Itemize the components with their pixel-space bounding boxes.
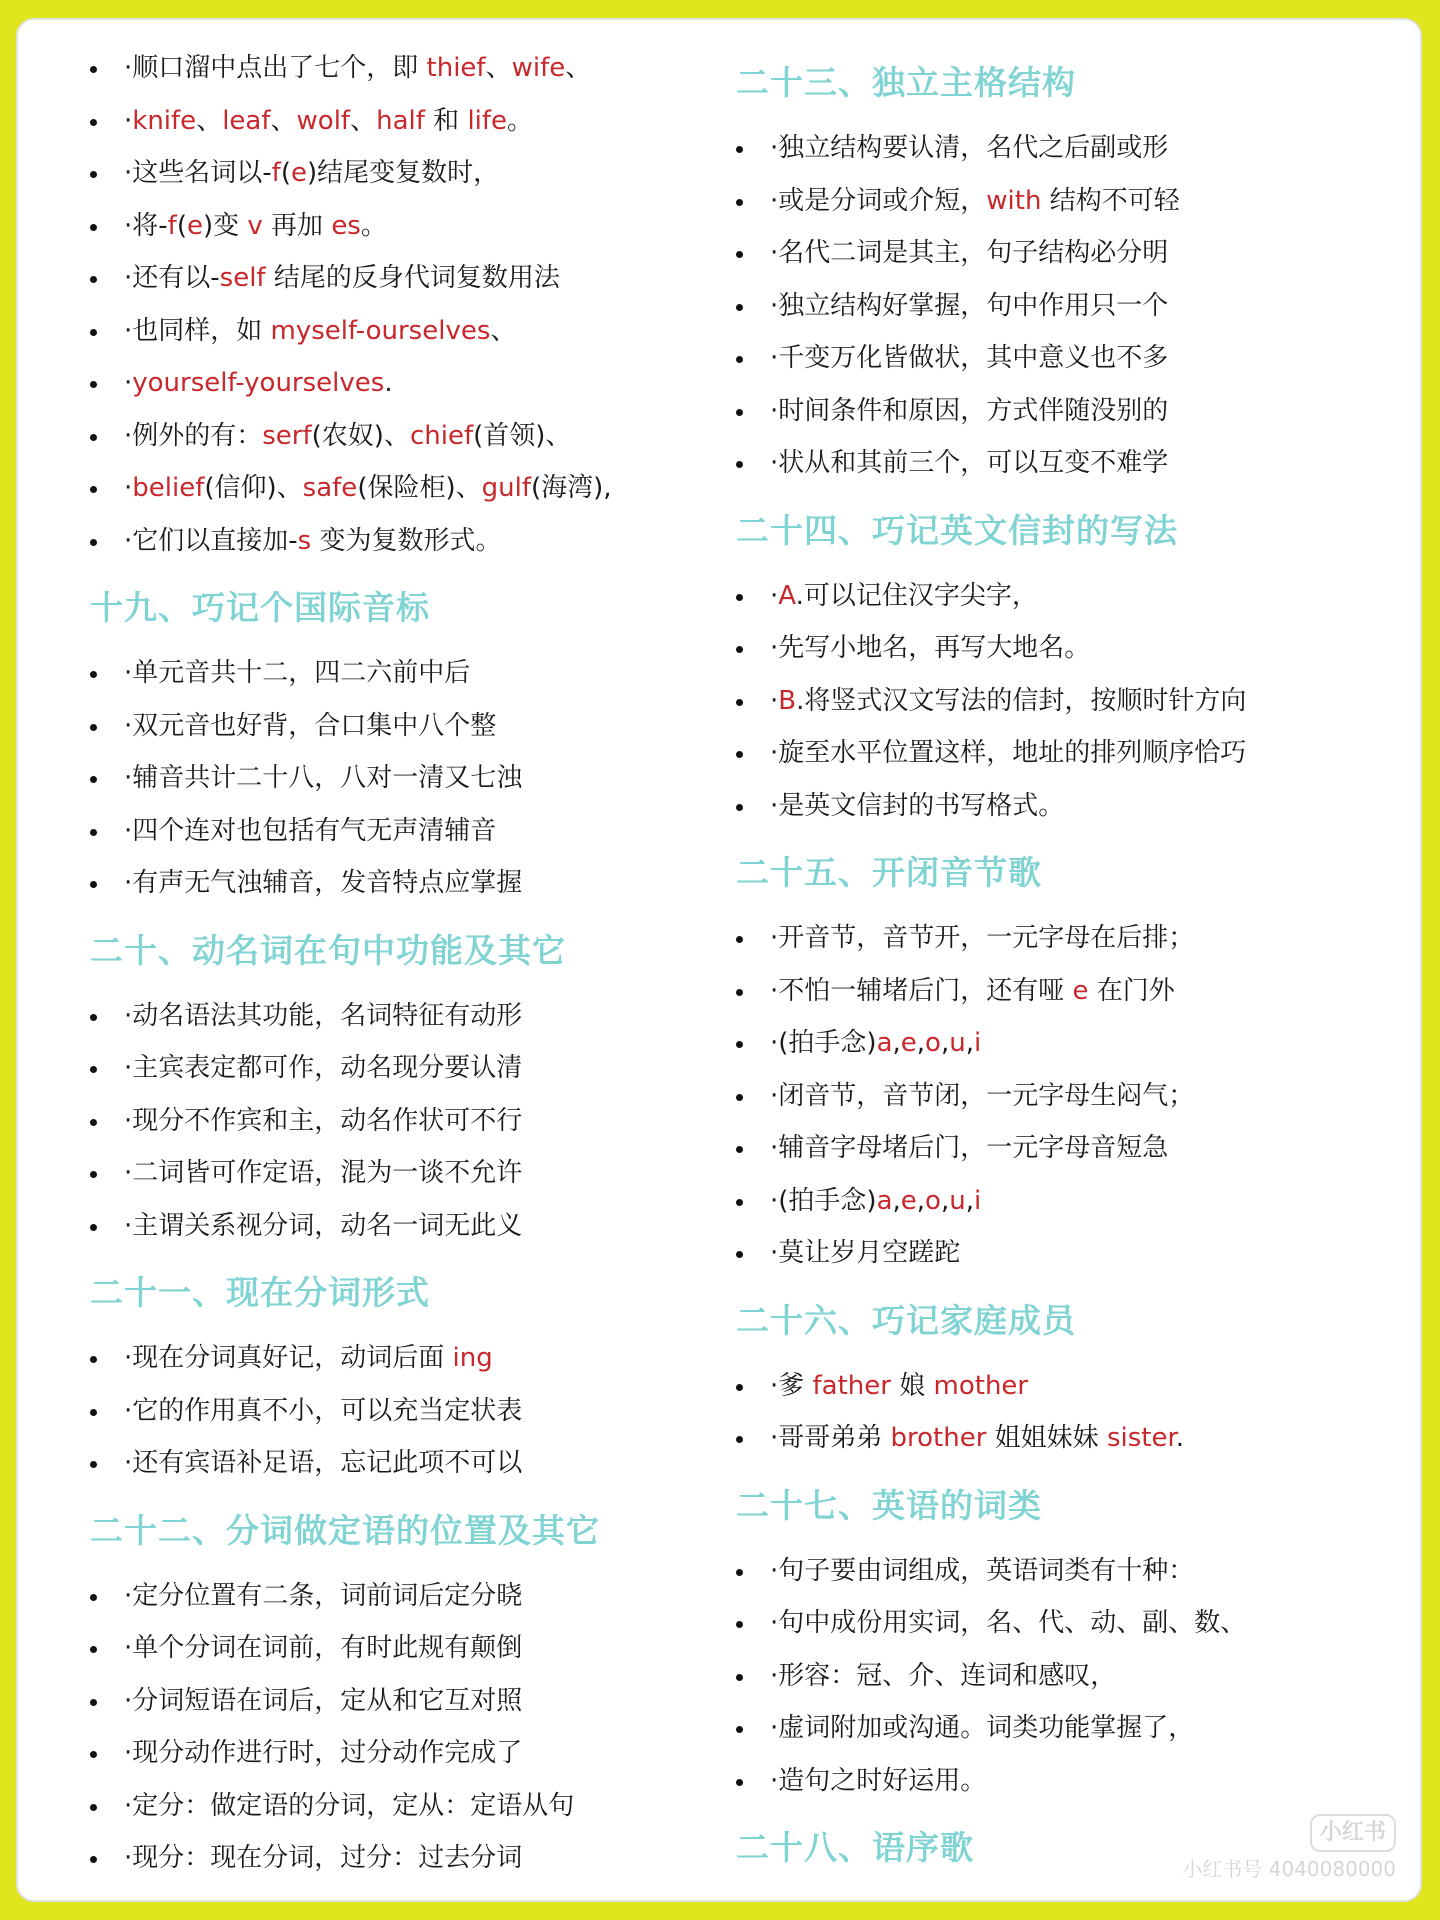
- bullet-line: [90, 200, 690, 253]
- line-text: ·闭音节，音节闭，一元字母生闷气；: [770, 1080, 1195, 1111]
- bullet-line: [90, 357, 690, 410]
- bullet-line: [736, 175, 1376, 228]
- bullet-line: [90, 700, 690, 753]
- highlight-text: belief: [132, 473, 205, 503]
- bullet-line: [736, 1755, 1376, 1808]
- highlight-text: safe: [302, 473, 358, 503]
- bullet-line: [736, 1122, 1376, 1175]
- line-text: 在门外: [1088, 975, 1175, 1006]
- bullet-line: [90, 1200, 690, 1253]
- bullet-line: [736, 912, 1376, 965]
- bullet-line: [736, 1227, 1376, 1280]
- highlight-text: father: [812, 1370, 891, 1401]
- line-text: 和: [424, 105, 468, 136]
- highlight-text: i: [973, 1028, 982, 1058]
- line-text: ·爹: [770, 1370, 813, 1401]
- bullet-line: [736, 1070, 1376, 1123]
- bullet-line: [90, 1042, 690, 1095]
- bullet-line: [90, 1727, 690, 1780]
- highlight-text: es: [331, 210, 361, 241]
- highlight-text: e: [900, 1028, 917, 1058]
- watermark-id: 小红书号 4040080000: [1182, 1857, 1396, 1881]
- section-heading: 二十二、分词做定语的位置及其它: [90, 1510, 600, 1550]
- highlight-text: chief: [409, 420, 474, 451]
- line-text: ,: [916, 1028, 926, 1058]
- section-heading: 二十六、巧记家庭成员: [736, 1300, 1076, 1340]
- line-text: ·分词短语在词后，定从和它互对照: [124, 1685, 523, 1716]
- highlight-text: knife: [132, 105, 197, 136]
- line-text: ·现分动作进行时，过分动作完成了: [124, 1738, 523, 1768]
- line-text: ·千变万化皆做状，其中意义也不多: [770, 343, 1169, 373]
- highlight-text: v: [247, 210, 263, 241]
- line-text: ·时间条件和原因，方式伴随没别的: [770, 395, 1169, 426]
- bullet-line: [90, 1332, 690, 1385]
- line-text: (农奴)、: [311, 420, 410, 451]
- line-text: ·旋至水平位置这样，地址的排列顺序恰巧: [770, 738, 1247, 768]
- highlight-text: ing: [452, 1343, 493, 1373]
- line-text: ·双元音也好背，合口集中八个整: [124, 710, 497, 741]
- line-text: ·不怕一辅堵后门，还有哑: [770, 975, 1073, 1006]
- line-text: ·有声无气浊辅音，发音特点应掌握: [124, 868, 523, 898]
- highlight-text: brother: [890, 1423, 987, 1453]
- line-text: ·动名语法其功能，名词特征有动形: [124, 1000, 523, 1031]
- line-text: ,: [940, 1028, 950, 1058]
- highlight-text: myself-ourselves: [270, 315, 491, 346]
- section-heading: 二十五、开闭音节歌: [736, 853, 1042, 892]
- line-text: 。: [507, 105, 534, 136]
- line-text: .: [384, 368, 393, 398]
- bullet-line: [90, 252, 690, 305]
- highlight-text: leaf: [222, 105, 271, 136]
- right-column: [736, 42, 1376, 1887]
- line-text: ,: [940, 1185, 950, 1216]
- line-text: ·顺口溜中点出了七个，即: [124, 53, 427, 83]
- line-text: )结尾变复数时，: [306, 158, 500, 188]
- line-text: ·独立结构要认清，名代之后副或形: [770, 133, 1169, 163]
- line-text: ·这些名词以-: [124, 158, 272, 188]
- bullet-line: [90, 410, 690, 463]
- bullet-line: [736, 1017, 1376, 1070]
- bullet-line: [736, 332, 1376, 385]
- line-text: ·定分：做定语的分词，定从：定语从句: [124, 1790, 575, 1821]
- section-heading: 二十、动名词在句中功能及其它: [90, 930, 566, 970]
- line-text: ·(拍手念): [770, 1185, 877, 1216]
- line-text: (首领)、: [473, 420, 572, 451]
- highlight-text: e: [900, 1185, 917, 1216]
- highlight-text: a: [876, 1028, 893, 1058]
- bullet-line: [90, 990, 690, 1043]
- bullet-line: [736, 437, 1376, 490]
- line-text: ·形容：冠、介、连词和感叹，: [770, 1660, 1117, 1691]
- highlight-text: life: [467, 105, 508, 136]
- line-text: 、: [196, 105, 223, 136]
- line-text: ·或是分词或介短，: [770, 185, 987, 216]
- bullet-line: [90, 1147, 690, 1200]
- highlight-text: e: [186, 210, 203, 241]
- highlight-text: self: [219, 263, 266, 293]
- content-card: [16, 18, 1422, 1902]
- line-text: ·(拍手念): [770, 1028, 877, 1058]
- line-text: ·二词皆可作定语，混为一谈不允许: [124, 1158, 523, 1188]
- line-text: ·句中成份用实词，名、代、动、副、数、: [770, 1608, 1247, 1638]
- line-text: ·句子要由词组成，英语词类有十种：: [770, 1555, 1195, 1586]
- left-column: [90, 42, 690, 1885]
- highlight-text: u: [949, 1185, 966, 1216]
- line-text: 再加: [262, 210, 332, 241]
- line-text: 。: [360, 210, 387, 241]
- line-text: ·单个分词在词前，有时此规有颠倒: [124, 1633, 523, 1663]
- highlight-text: serf: [262, 420, 312, 451]
- line-text: ·独立结构好掌握，句中作用只一个: [770, 290, 1169, 321]
- highlight-text: u: [949, 1028, 966, 1058]
- highlight-text: e: [290, 158, 307, 188]
- watermark-logo: 小红书: [1310, 1814, 1396, 1852]
- highlight-text: o: [925, 1185, 941, 1216]
- highlight-text: mother: [933, 1370, 1029, 1401]
- highlight-text: i: [973, 1185, 982, 1216]
- bullet-line: [736, 1175, 1376, 1228]
- bullet-line: [90, 1385, 690, 1438]
- highlight-text: B: [778, 685, 797, 716]
- bullet-line: [90, 147, 690, 200]
- line-text: ·主宾表定都可作，动名现分要认清: [124, 1053, 523, 1083]
- line-text: ·哥哥弟弟: [770, 1423, 891, 1453]
- line-text: ·状从和其前三个，可以互变不难学: [770, 448, 1169, 478]
- bullet-line: [736, 1412, 1376, 1465]
- section-heading: 二十三、独立主格结构: [736, 63, 1076, 102]
- line-text: ·: [124, 368, 133, 398]
- line-text: ·将-: [124, 210, 168, 241]
- line-text: ·辅音共计二十八，八对一清又七浊: [124, 763, 523, 793]
- bullet-line: [736, 727, 1376, 780]
- line-text: (保险柜)、: [357, 473, 482, 503]
- line-text: ·单元音共十二，四二六前中后: [124, 658, 471, 688]
- bullet-line: [90, 42, 690, 95]
- bullet-line: [736, 227, 1376, 280]
- line-text: .可以记住汉字尖字，: [795, 580, 1038, 611]
- line-text: ·: [124, 105, 133, 136]
- bullet-line: [736, 675, 1376, 728]
- line-text: ·虚词附加或沟通。词类功能掌握了，: [770, 1713, 1195, 1743]
- line-text: ·例外的有：: [124, 420, 263, 451]
- line-text: 结构不可轻: [1041, 185, 1180, 216]
- bullet-line: [736, 122, 1376, 175]
- bullet-line: [90, 805, 690, 858]
- line-text: (信仰)、: [204, 473, 303, 503]
- line-text: ·也同样，如: [124, 315, 271, 346]
- highlight-text: o: [925, 1028, 941, 1058]
- line-text: 姐姐妹妹: [986, 1423, 1107, 1453]
- bullet-line: [90, 752, 690, 805]
- line-text: ·它们以直接加-: [124, 525, 298, 556]
- line-text: ·: [770, 580, 779, 611]
- bullet-line: [736, 622, 1376, 675]
- line-text: ·开音节，音节开，一元字母在后排；: [770, 923, 1195, 953]
- bullet-line: [90, 1095, 690, 1148]
- bullet-line: [90, 857, 690, 910]
- bullet-line: [736, 1545, 1376, 1598]
- line-text: .将竖式汉文写法的信封，按顺时针方向: [796, 685, 1247, 716]
- bullet-line: [736, 780, 1376, 833]
- line-text: ·现分：现在分词，过分：过去分词: [124, 1843, 523, 1873]
- line-text: ·四个连对也包括有气无声清辅音: [124, 815, 497, 846]
- line-text: ·造句之时好运用。: [770, 1765, 987, 1796]
- highlight-text: sister: [1106, 1423, 1176, 1453]
- line-text: ·现分不作宾和主，动名作状可不行: [124, 1105, 523, 1136]
- highlight-text: s: [297, 525, 312, 556]
- line-text: ·它的作用真不小，可以充当定状表: [124, 1395, 523, 1426]
- line-text: ·先写小地名，再写大地名。: [770, 633, 1091, 663]
- line-text: ·名代二词是其主，句子结构必分明: [770, 238, 1169, 268]
- line-text: ,: [965, 1185, 974, 1216]
- highlight-text: f: [271, 158, 281, 188]
- line-text: ,: [916, 1185, 926, 1216]
- bullet-line: [736, 280, 1376, 333]
- line-text: 变为复数形式。: [311, 525, 502, 556]
- line-text: ·辅音字母堵后门，一元字母音短急: [770, 1133, 1169, 1163]
- highlight-text: wolf: [296, 105, 351, 136]
- bullet-line: [90, 95, 690, 148]
- line-text: ·定分位置有二条，词前词后定分晓: [124, 1580, 523, 1611]
- line-text: 、: [270, 105, 297, 136]
- line-text: ,: [892, 1185, 901, 1216]
- section-heading: 十九、巧记个国际音标: [90, 588, 430, 627]
- bullet-line: [736, 965, 1376, 1018]
- section-heading: 二十七、英语的词类: [736, 1485, 1042, 1525]
- highlight-text: a: [876, 1185, 893, 1216]
- bullet-line: [90, 1622, 690, 1675]
- bullet-line: [736, 1597, 1376, 1650]
- section-heading: 二十八、语序歌: [736, 1828, 974, 1867]
- highlight-text: e: [1072, 975, 1089, 1006]
- bullet-line: [90, 1832, 690, 1885]
- highlight-text: yourself-yourselves: [132, 368, 385, 398]
- line-text: (海湾),: [530, 473, 612, 503]
- bullet-line: [90, 1437, 690, 1490]
- line-text: ·: [124, 473, 133, 503]
- line-text: ·现在分词真好记，动词后面: [124, 1343, 453, 1373]
- line-text: ,: [965, 1028, 974, 1058]
- highlight-text: half: [376, 105, 425, 136]
- line-text: 、: [350, 105, 377, 136]
- line-text: (: [176, 210, 187, 241]
- line-text: 、: [485, 53, 512, 83]
- bullet-line: [90, 1780, 690, 1833]
- bullet-line: [90, 1675, 690, 1728]
- line-text: .: [1175, 1423, 1185, 1453]
- line-text: ·: [770, 685, 779, 716]
- bullet-line: [736, 570, 1376, 623]
- bullet-line: [736, 385, 1376, 438]
- bullet-line: [90, 1570, 690, 1623]
- section-heading: 二十四、巧记英文信封的写法: [736, 510, 1178, 550]
- section-heading: 二十一、现在分词形式: [90, 1273, 430, 1312]
- highlight-text: with: [986, 185, 1042, 216]
- line-text: 结尾的反身代词复数用法: [265, 263, 560, 293]
- watermark: [1182, 1814, 1396, 1886]
- bullet-line: [90, 305, 690, 358]
- line-text: ·还有宾语补足语，忘记此项不可以: [124, 1448, 523, 1478]
- line-text: 娘: [890, 1370, 934, 1401]
- highlight-text: f: [167, 210, 177, 241]
- highlight-text: wife: [511, 53, 566, 83]
- highlight-text: gulf: [481, 473, 531, 503]
- line-text: ·主谓关系视分词，动名一词无此义: [124, 1210, 523, 1241]
- bullet-line: [90, 462, 690, 515]
- bullet-line: [736, 1702, 1376, 1755]
- bullet-line: [736, 1360, 1376, 1413]
- highlight-text: A: [778, 580, 796, 611]
- line-text: ·是英文信封的书写格式。: [770, 790, 1065, 821]
- line-text: 、: [490, 315, 517, 346]
- bullet-line: [90, 515, 690, 568]
- line-text: )变: [202, 210, 248, 241]
- line-text: ·莫让岁月空蹉跎: [770, 1238, 961, 1268]
- line-text: ,: [892, 1028, 901, 1058]
- line-text: ·还有以-: [124, 263, 220, 293]
- bullet-line: [736, 1650, 1376, 1703]
- bullet-line: [90, 647, 690, 700]
- highlight-text: thief: [426, 53, 486, 83]
- line-text: 、: [565, 53, 592, 83]
- line-text: (: [280, 158, 291, 188]
